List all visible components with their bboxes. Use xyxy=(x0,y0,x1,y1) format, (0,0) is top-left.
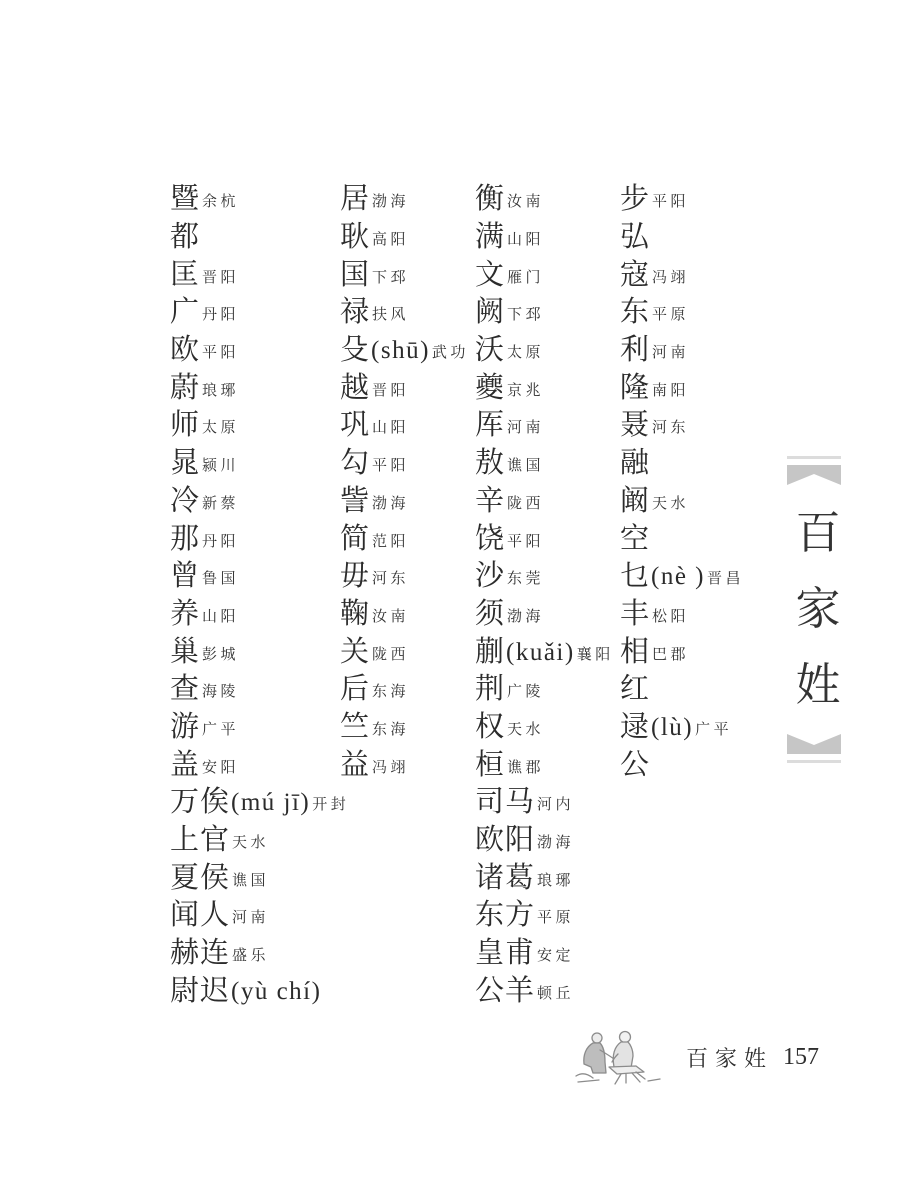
surname-text: 满 xyxy=(475,221,506,254)
surname-place-annotation: 谯国 xyxy=(507,458,545,475)
surname-place-annotation: 彭城 xyxy=(202,646,240,663)
surname-place-annotation: 京兆 xyxy=(507,382,545,399)
surname-entry xyxy=(475,445,614,483)
surname-entry xyxy=(475,181,614,219)
surname-entry xyxy=(475,822,614,860)
surname-entry xyxy=(620,294,744,332)
surname-text: 匡 xyxy=(170,258,201,291)
footer-page-number: 157 xyxy=(783,1043,820,1070)
surname-place-annotation: 河南 xyxy=(507,420,545,437)
surname-text: 隆 xyxy=(620,371,651,404)
surname-entry xyxy=(475,746,614,784)
surname-entry xyxy=(475,369,614,407)
surname-entry xyxy=(620,746,744,784)
surname-entry xyxy=(475,219,614,257)
surname-place-annotation: 新蔡 xyxy=(202,495,240,512)
surname-place-annotation: 河东 xyxy=(372,571,410,588)
surname-entry xyxy=(620,219,744,257)
surname-text: 越 xyxy=(340,371,371,404)
surname-place-annotation: 安定 xyxy=(537,948,575,965)
surname-column-3 xyxy=(475,181,614,1010)
surname-text: 鞠 xyxy=(340,597,371,630)
surname-entry xyxy=(340,219,469,257)
surname-pinyin: (kuǎi) xyxy=(506,638,575,666)
surname-entry xyxy=(170,709,349,747)
surname-text: 那 xyxy=(170,522,201,555)
surname-text: 夏侯 xyxy=(170,861,231,894)
surname-entry xyxy=(475,483,614,521)
surname-entry xyxy=(170,520,349,558)
surname-text: 逯 xyxy=(620,710,651,743)
chapter-title-vertical xyxy=(795,508,841,710)
surname-text: 查 xyxy=(170,673,201,706)
surname-text: 阚 xyxy=(620,484,651,517)
surname-text: 公 xyxy=(620,748,651,781)
surname-place-annotation: 河东 xyxy=(652,420,690,437)
surname-text: 巢 xyxy=(170,635,201,668)
surname-place-annotation: 太原 xyxy=(202,420,240,437)
surname-entry xyxy=(620,407,744,445)
surname-place-annotation: 下邳 xyxy=(372,269,410,286)
surname-place-annotation: 下邳 xyxy=(507,307,545,324)
surname-entry xyxy=(620,332,744,370)
surname-place-annotation: 丹阳 xyxy=(202,533,240,550)
surname-place-annotation: 鲁国 xyxy=(202,571,240,588)
footer-book-title: 百家姓 xyxy=(686,1045,774,1071)
surname-text: 殳 xyxy=(340,334,371,367)
page-footer xyxy=(572,1026,819,1088)
surname-entry xyxy=(475,294,614,332)
surname-text: 关 xyxy=(340,635,371,668)
surname-place-annotation: 平原 xyxy=(537,910,575,927)
surname-place-annotation: 雁门 xyxy=(507,269,545,286)
surname-text: 弘 xyxy=(620,221,651,254)
two-figures-illustration xyxy=(572,1026,666,1088)
surname-entry xyxy=(620,671,744,709)
surname-text: 诸葛 xyxy=(475,861,536,894)
surname-entry xyxy=(340,746,469,784)
surname-entry xyxy=(170,633,349,671)
surname-text: 毋 xyxy=(340,560,371,593)
surname-text: 万俟 xyxy=(170,786,231,819)
surname-text: 荆 xyxy=(475,673,506,706)
surname-entry xyxy=(475,596,614,634)
surname-text: 须 xyxy=(475,597,506,630)
surname-column-4 xyxy=(620,181,744,784)
surname-place-annotation: 渤海 xyxy=(537,835,575,852)
surname-place-annotation: 东海 xyxy=(372,684,410,701)
surname-place-annotation: 河南 xyxy=(232,910,270,927)
surname-entry xyxy=(170,332,349,370)
surname-place-annotation: 陇西 xyxy=(372,646,410,663)
surname-entry xyxy=(475,256,614,294)
surname-text: 游 xyxy=(170,710,201,743)
surname-entry xyxy=(340,483,469,521)
surname-place-annotation: 高阳 xyxy=(372,232,410,249)
surname-place-annotation: 渤海 xyxy=(507,608,545,625)
surname-entry xyxy=(475,407,614,445)
surname-entry xyxy=(475,709,614,747)
surname-entry xyxy=(620,558,744,596)
surname-place-annotation: 天水 xyxy=(652,495,690,512)
surname-entry xyxy=(170,407,349,445)
surname-text: 蒯 xyxy=(475,635,506,668)
chapter-title-char: 百 xyxy=(795,508,841,558)
surname-entry xyxy=(170,596,349,634)
surname-place-annotation: 渤海 xyxy=(372,495,410,512)
surname-text: 东 xyxy=(620,296,651,329)
surname-entry xyxy=(170,219,349,257)
surname-entry xyxy=(170,897,349,935)
surname-text: 上官 xyxy=(170,824,231,857)
surname-text: 步 xyxy=(620,183,651,216)
surname-entry xyxy=(170,256,349,294)
surname-text: 欧 xyxy=(170,334,201,367)
surname-place-annotation: 琅琊 xyxy=(537,872,575,889)
surname-text: 聂 xyxy=(620,409,651,442)
surname-place-annotation: 河南 xyxy=(652,345,690,362)
surname-entry xyxy=(620,181,744,219)
surname-text: 养 xyxy=(170,597,201,630)
surname-text: 寇 xyxy=(620,258,651,291)
surname-text: 敖 xyxy=(475,447,506,480)
surname-entry xyxy=(170,822,349,860)
surname-entry xyxy=(340,445,469,483)
surname-place-annotation: 平原 xyxy=(652,307,690,324)
surname-place-annotation: 河内 xyxy=(537,797,575,814)
surname-text: 利 xyxy=(620,334,651,367)
surname-text: 桓 xyxy=(475,748,506,781)
surname-entry xyxy=(475,897,614,935)
surname-text: 蔚 xyxy=(170,371,201,404)
surname-entry xyxy=(340,369,469,407)
surname-entry xyxy=(475,935,614,973)
surname-place-annotation: 冯翊 xyxy=(372,759,410,776)
surname-text: 夔 xyxy=(475,371,506,404)
surname-entry xyxy=(170,859,349,897)
surname-entry xyxy=(620,483,744,521)
surname-entry xyxy=(340,709,469,747)
surname-entry xyxy=(475,671,614,709)
surname-text: 饶 xyxy=(475,522,506,555)
surname-entry xyxy=(620,445,744,483)
tab-line-top xyxy=(787,456,841,459)
surname-text: 国 xyxy=(340,258,371,291)
surname-entry xyxy=(170,181,349,219)
surname-entry xyxy=(170,294,349,332)
tab-ribbon-top-icon xyxy=(787,465,841,485)
surname-place-annotation: 余杭 xyxy=(202,194,240,211)
surname-place-annotation: 南阳 xyxy=(652,382,690,399)
surname-text: 丰 xyxy=(620,597,651,630)
surname-text: 司马 xyxy=(475,786,536,819)
surname-text: 广 xyxy=(170,296,201,329)
chapter-title-char: 姓 xyxy=(795,660,841,710)
surname-text: 辛 xyxy=(475,484,506,517)
surname-entry xyxy=(475,633,614,671)
surname-text: 沙 xyxy=(475,560,506,593)
surname-column-1 xyxy=(170,181,349,1010)
surname-text: 赫连 xyxy=(170,937,231,970)
surname-entry xyxy=(620,256,744,294)
surname-column-2 xyxy=(340,181,469,784)
surname-text: 空 xyxy=(620,522,651,555)
surname-entry xyxy=(475,784,614,822)
surname-place-annotation: 晋阳 xyxy=(202,269,240,286)
surname-text: 相 xyxy=(620,635,651,668)
surname-entry xyxy=(170,784,349,822)
surname-place-annotation: 山阳 xyxy=(507,232,545,249)
surname-text: 后 xyxy=(340,673,371,706)
surname-text: 都 xyxy=(170,221,201,254)
surname-place-annotation: 汝南 xyxy=(507,194,545,211)
surname-place-annotation: 山阳 xyxy=(202,608,240,625)
surname-place-annotation: 山阳 xyxy=(372,420,410,437)
surname-entry xyxy=(340,181,469,219)
surname-place-annotation: 汝南 xyxy=(372,608,410,625)
surname-entry xyxy=(170,558,349,596)
surname-place-annotation: 平阳 xyxy=(507,533,545,550)
surname-text: 尉迟 xyxy=(170,974,231,1007)
surname-entry xyxy=(170,483,349,521)
surname-entry xyxy=(475,972,614,1010)
surname-entry xyxy=(170,972,349,1010)
surname-entry xyxy=(170,746,349,784)
surname-text: 巩 xyxy=(340,409,371,442)
surname-text: 乜 xyxy=(620,560,651,593)
surname-pinyin: (nè ) xyxy=(651,563,706,591)
surname-text: 訾 xyxy=(340,484,371,517)
surname-place-annotation: 谯国 xyxy=(232,872,270,889)
surname-entry xyxy=(170,671,349,709)
surname-text: 勾 xyxy=(340,447,371,480)
surname-place-annotation: 安阳 xyxy=(202,759,240,776)
surname-place-annotation: 襄阳 xyxy=(576,646,614,663)
surname-place-annotation: 范阳 xyxy=(372,533,410,550)
surname-entry xyxy=(340,332,469,370)
surname-entry xyxy=(340,633,469,671)
surname-entry xyxy=(340,520,469,558)
surname-place-annotation: 陇西 xyxy=(507,495,545,512)
surname-place-annotation: 扶风 xyxy=(372,307,410,324)
surname-text: 晁 xyxy=(170,447,201,480)
surname-text: 闻人 xyxy=(170,899,231,932)
surname-entry xyxy=(475,859,614,897)
surname-entry xyxy=(620,709,744,747)
tab-line-bottom xyxy=(787,760,841,763)
surname-text: 厍 xyxy=(475,409,506,442)
surname-pinyin: (mú jī) xyxy=(231,789,311,817)
surname-entry xyxy=(340,558,469,596)
surname-place-annotation: 顿丘 xyxy=(537,985,575,1002)
surname-place-annotation: 丹阳 xyxy=(202,307,240,324)
surname-text: 公羊 xyxy=(475,974,536,1007)
surname-place-annotation: 谯郡 xyxy=(507,759,545,776)
surname-pinyin: (shū) xyxy=(371,337,430,365)
surname-entry xyxy=(170,445,349,483)
surname-text: 阙 xyxy=(475,296,506,329)
surname-text: 冷 xyxy=(170,484,201,517)
surname-text: 师 xyxy=(170,409,201,442)
surname-text: 沃 xyxy=(475,334,506,367)
chapter-thumb-tab xyxy=(787,456,841,763)
surname-text: 简 xyxy=(340,522,371,555)
surname-place-annotation: 晋阳 xyxy=(372,382,410,399)
surname-text: 衡 xyxy=(475,183,506,216)
surname-entry xyxy=(475,520,614,558)
surname-text: 暨 xyxy=(170,183,201,216)
surname-entry xyxy=(340,596,469,634)
surname-place-annotation: 平阳 xyxy=(202,345,240,362)
surname-entry xyxy=(620,633,744,671)
surname-place-annotation: 开封 xyxy=(312,797,350,814)
surname-text: 盖 xyxy=(170,748,201,781)
surname-text: 竺 xyxy=(340,710,371,743)
surname-text: 皇甫 xyxy=(475,937,536,970)
surname-text: 益 xyxy=(340,748,371,781)
surname-text: 禄 xyxy=(340,296,371,329)
surname-entry xyxy=(475,558,614,596)
surname-text: 红 xyxy=(620,673,651,706)
surname-pinyin: (yù chí) xyxy=(231,977,322,1005)
surname-place-annotation: 武功 xyxy=(431,345,469,362)
surname-place-annotation: 盛乐 xyxy=(232,948,270,965)
surname-place-annotation: 晋昌 xyxy=(707,571,745,588)
surname-text: 曾 xyxy=(170,560,201,593)
surname-text: 文 xyxy=(475,258,506,291)
surname-text: 耿 xyxy=(340,221,371,254)
surname-place-annotation: 颍川 xyxy=(202,458,240,475)
surname-place-annotation: 松阳 xyxy=(652,608,690,625)
surname-place-annotation: 平阳 xyxy=(652,194,690,211)
surname-place-annotation: 冯翊 xyxy=(652,269,690,286)
surname-entry xyxy=(170,935,349,973)
surname-place-annotation: 琅琊 xyxy=(202,382,240,399)
surname-place-annotation: 天水 xyxy=(507,721,545,738)
surname-text: 东方 xyxy=(475,899,536,932)
surname-place-annotation: 天水 xyxy=(232,835,270,852)
surname-text: 欧阳 xyxy=(475,824,536,857)
surname-text: 居 xyxy=(340,183,371,216)
surname-place-annotation: 巴郡 xyxy=(652,646,690,663)
surname-place-annotation: 东莞 xyxy=(507,571,545,588)
surname-entry xyxy=(340,671,469,709)
surname-text: 权 xyxy=(475,710,506,743)
surname-entry xyxy=(475,332,614,370)
surname-place-annotation: 东海 xyxy=(372,721,410,738)
surname-place-annotation: 太原 xyxy=(507,345,545,362)
surname-place-annotation: 广平 xyxy=(202,721,240,738)
surname-entry xyxy=(620,369,744,407)
surname-place-annotation: 广陵 xyxy=(507,684,545,701)
surname-place-annotation: 海陵 xyxy=(202,684,240,701)
surname-entry xyxy=(340,407,469,445)
tab-ribbon-bottom-icon xyxy=(787,734,841,754)
surname-entry xyxy=(620,520,744,558)
surname-text: 融 xyxy=(620,447,651,480)
surname-place-annotation: 平阳 xyxy=(372,458,410,475)
surname-entry xyxy=(340,256,469,294)
surname-entry xyxy=(620,596,744,634)
surname-entry xyxy=(170,369,349,407)
surname-place-annotation: 广平 xyxy=(695,721,733,738)
chapter-title-char: 家 xyxy=(795,584,841,634)
surname-place-annotation: 渤海 xyxy=(372,194,410,211)
surname-pinyin: (lù) xyxy=(651,713,694,741)
surname-entry xyxy=(340,294,469,332)
